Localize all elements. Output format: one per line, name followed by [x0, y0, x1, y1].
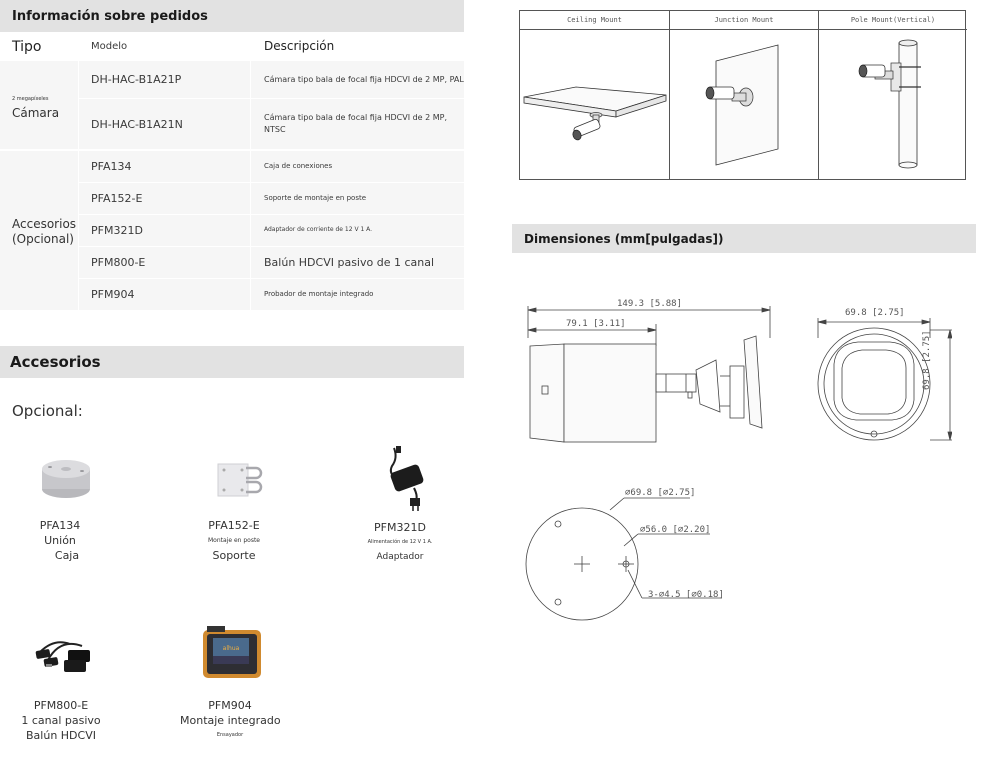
camera-type-cell [0, 61, 78, 149]
front-width-dimension: 69.8 [2.75] [845, 308, 905, 318]
description-cell: Balún HDCVI pasivo de 1 canal [264, 255, 435, 269]
description-cell: Probador de montaje integrado [264, 290, 374, 299]
accessory-item-pfm904: PFM904 Montaje integrado Ensayador [180, 699, 281, 738]
table-header-row [0, 32, 464, 61]
model-cell: PFM800-E [91, 256, 146, 269]
description-cell: Cámara tipo bala de focal fija HDCVI de 2 MP, NTSC [264, 113, 448, 134]
pole-mount-label: Pole Mount(Vertical) [819, 11, 967, 30]
accessory-type-label: Accesorios (Opcional) [12, 217, 77, 246]
front-height-dimension: 69.8 [2.75] [922, 330, 932, 390]
accessory-item-pfm800e: PFM800-E 1 canal pasivo Balún HDCVI [21, 699, 101, 742]
model-cell: PFM904 [91, 288, 135, 301]
accessory-item-pfa152e: PFA152-E Montaje en poste Soporte [208, 519, 260, 562]
video-balun-icon [34, 628, 94, 674]
description-cell: Cámara tipo bala de focal fija HDCVI de 2 MP, PAL [264, 74, 464, 84]
camera-resolution-label: 2 megapíxeles [12, 96, 49, 102]
header-model: Modelo [91, 41, 128, 52]
accessories-title: Accesorios [0, 346, 464, 378]
junction-mount-column [670, 11, 818, 179]
total-length-dimension: 149.3 [5.88] [617, 299, 683, 309]
mount-options-panel [519, 10, 966, 180]
description-cell: Soporte de montaje en poste [264, 194, 367, 203]
model-cell: PFA134 [91, 160, 132, 173]
pole-mount-icon [212, 458, 264, 500]
accessory-type-cell [0, 151, 78, 310]
header-type: Tipo [12, 38, 42, 55]
tester-icon [201, 626, 263, 682]
model-cell: DH-HAC-B1A21P [91, 73, 182, 86]
accessory-item-pfm321d: PFM321D Alimentación de 12 V 1 A. Adaptador [367, 521, 433, 562]
pole-mount-column [819, 11, 967, 179]
camera-type-label: Cámara [12, 106, 60, 120]
mounting-holes-dimension: 3-⌀4.5 [⌀0.18] [648, 590, 724, 600]
junction-box-icon [38, 455, 94, 503]
model-cell: PFA152-E [91, 192, 143, 205]
ceiling-mount-label: Ceiling Mount [520, 11, 669, 30]
base-diameter-dimension: ⌀69.8 [⌀2.75] [625, 488, 696, 498]
dimensions-title: Dimensiones (mm[pulgadas]) [512, 224, 976, 253]
header-description: Descripción [264, 38, 335, 53]
base-hole-pattern-drawing [520, 480, 740, 630]
ceiling-mount-illustration [520, 31, 669, 179]
svg-text:alhua: alhua [222, 645, 240, 652]
description-cell: Adaptador de corriente de 12 V 1 A. [264, 226, 373, 234]
junction-mount-label: Junction Mount [670, 11, 818, 30]
ceiling-mount-column [520, 11, 669, 179]
body-length-dimension: 79.1 [3.11] [566, 319, 626, 329]
ordering-info-title: Información sobre pedidos [0, 0, 464, 32]
junction-mount-illustration [670, 31, 818, 179]
model-cell: DH-HAC-B1A21N [91, 117, 183, 131]
accessory-item-pfa134: PFA134 Unión Caja [39, 519, 81, 562]
hole-circle-dimension: ⌀56.0 [⌀2.20] [640, 525, 711, 535]
description-cell: Caja de conexiones [264, 162, 333, 171]
optional-label: Opcional: [12, 402, 83, 420]
power-adapter-icon [382, 444, 434, 514]
pole-mount-illustration [819, 31, 967, 179]
model-cell: PFM321D [91, 224, 143, 237]
side-view-drawing [520, 296, 780, 450]
